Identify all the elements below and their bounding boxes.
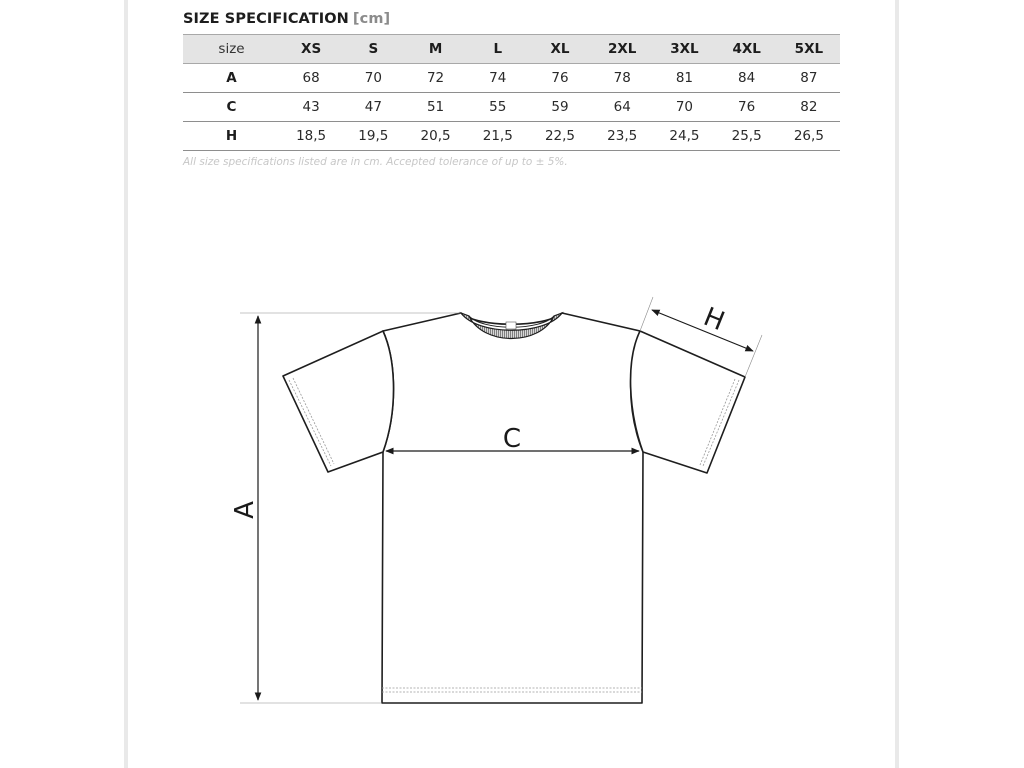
size-header-5xl: 5XL xyxy=(778,35,840,64)
table-cell: 82 xyxy=(778,93,840,122)
table-cell: 59 xyxy=(529,93,591,122)
label-c: C xyxy=(502,424,522,454)
right-sleeve xyxy=(631,331,745,473)
title-text: SIZE SPECIFICATION xyxy=(183,11,349,27)
size-header-s: S xyxy=(342,35,404,64)
size-header-l: L xyxy=(467,35,529,64)
table-cell: 43 xyxy=(280,93,342,122)
table-cell: 21,5 xyxy=(467,122,529,151)
table-cell: 78 xyxy=(591,64,653,93)
table-cell: 24,5 xyxy=(653,122,715,151)
table-cell: 22,5 xyxy=(529,122,591,151)
table-cell: 76 xyxy=(529,64,591,93)
table-cell: 81 xyxy=(653,64,715,93)
size-header-4xl: 4XL xyxy=(716,35,778,64)
table-cell: 72 xyxy=(404,64,466,93)
table-cell: 23,5 xyxy=(591,122,653,151)
left-sleeve xyxy=(283,331,394,472)
size-header-xs: XS xyxy=(280,35,342,64)
size-header-2xl: 2XL xyxy=(591,35,653,64)
table-cell: 19,5 xyxy=(342,122,404,151)
title-unit: [cm] xyxy=(352,11,391,27)
table-cell: 68 xyxy=(280,64,342,93)
size-header-m: M xyxy=(404,35,466,64)
table-cell: 51 xyxy=(404,93,466,122)
brand-label-icon xyxy=(506,322,516,329)
table-cell: 84 xyxy=(716,64,778,93)
table-cell: 47 xyxy=(342,93,404,122)
row-label: A xyxy=(183,64,280,93)
table-cell: 76 xyxy=(716,93,778,122)
table-cell: 74 xyxy=(467,64,529,93)
label-a: A xyxy=(230,501,260,519)
table-cell: 55 xyxy=(467,93,529,122)
tshirt-outline xyxy=(283,313,745,703)
row-label: C xyxy=(183,93,280,122)
size-header-3xl: 3XL xyxy=(653,35,715,64)
size-header-xl: XL xyxy=(529,35,591,64)
table-cell: 25,5 xyxy=(716,122,778,151)
table-cell: 26,5 xyxy=(778,122,840,151)
table-cell: 20,5 xyxy=(404,122,466,151)
table-cell: 64 xyxy=(591,93,653,122)
size-column-header: size xyxy=(183,35,280,64)
table-cell: 70 xyxy=(342,64,404,93)
label-h: H xyxy=(699,302,729,338)
table-cell: 87 xyxy=(778,64,840,93)
table-cell: 18,5 xyxy=(280,122,342,151)
tolerance-note: All size specifications listed are in cm. Accepted tolerance of up to ± 5%. xyxy=(183,156,568,168)
row-label: H xyxy=(183,122,280,151)
table-cell: 70 xyxy=(653,93,715,122)
